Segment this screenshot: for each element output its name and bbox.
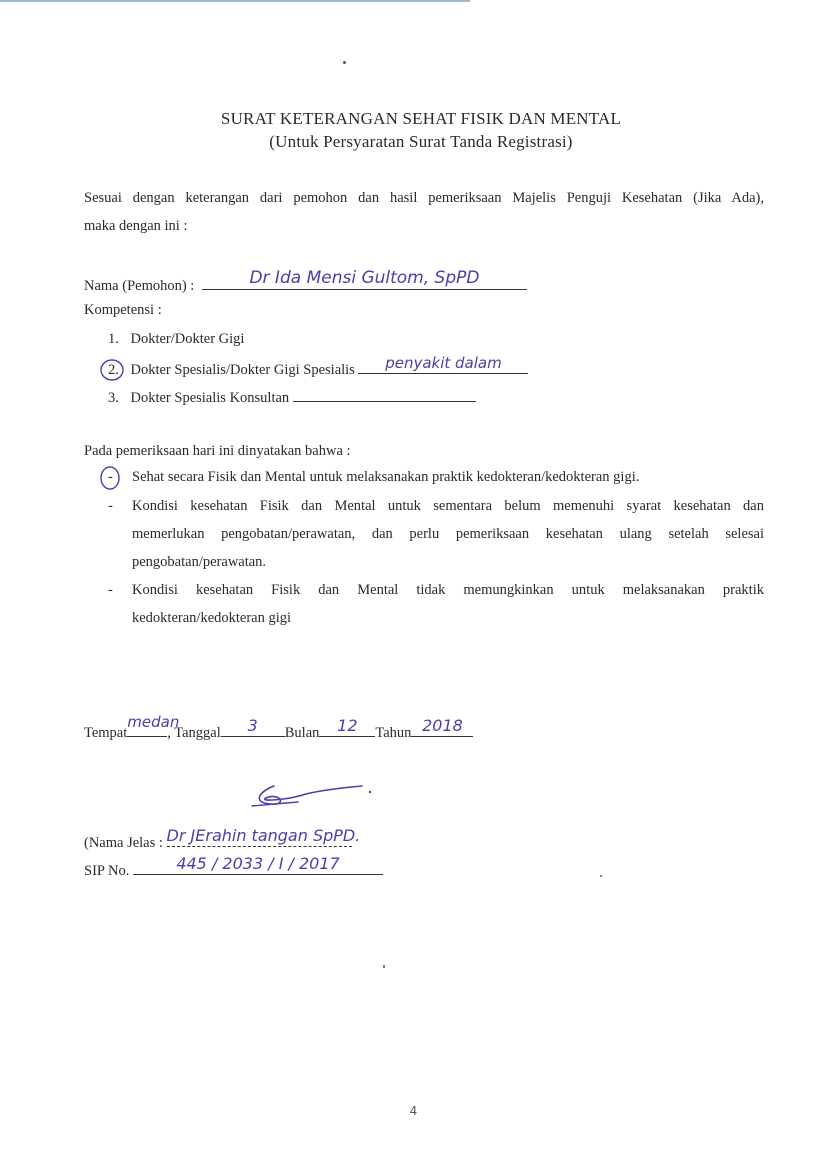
tanggal-row [84, 713, 473, 742]
page-number: 4 [409, 1104, 418, 1118]
pemeriksaan-item-3-line-2: kedokteran/kedokteran gigi [132, 610, 292, 626]
kompetensi-item-label: Dokter Spesialis/Dokter Gigi Spesialis [130, 362, 355, 378]
intro-line-1: Sesuai dengan keterangan dari pemohon dan hasil pemeriksaan Majelis Penguji Kesehatan (Jika Ada), [84, 190, 764, 206]
pemeriksaan-item-1: Sehat secara Fisik dan Mental untuk melaksanakan praktik kedokteran/kedokteran gigi. [132, 469, 640, 485]
bulan-label: Bulan [284, 725, 320, 741]
nama-jelas-handwritten: Dr JErahin tangan SpPD. [166, 826, 361, 845]
nama-blank [202, 268, 527, 290]
tanggal-handwritten: 3 [247, 716, 258, 735]
konsultan-blank [293, 387, 476, 402]
kompetensi-item-3 [108, 387, 476, 407]
kompetensi-item-number: 1. [108, 331, 119, 347]
circled-mark-icon [99, 464, 123, 492]
nama-label: Nama (Pemohon) : [84, 278, 195, 294]
tempat-blank [127, 713, 180, 737]
pemeriksaan-item-2-line-2: memerlukan pengobatan/perawatan, dan perlu pemeriksaan kesehatan ulang setelah selesai [132, 526, 764, 542]
tahun-blank [411, 716, 473, 737]
nama-jelas-blank [166, 826, 361, 847]
sip-blank [133, 854, 383, 875]
nama-jelas-row [84, 826, 361, 852]
spesialis-blank [358, 354, 528, 374]
document-title: SURAT KETERANGAN SEHAT FISIK DAN MENTAL [220, 109, 622, 128]
kompetensi-label: Kompetensi : [84, 302, 162, 318]
circled-mark-icon [99, 358, 127, 382]
tahun-label: Tahun [375, 725, 412, 741]
bulan-handwritten: 12 [337, 716, 358, 735]
pemeriksaan-item-3-line-1: Kondisi kesehatan Fisik dan Mental tidak memungkinkan untuk melaksanakan praktik [132, 582, 764, 598]
intro-line-2: maka dengan ini : [84, 218, 188, 234]
document-subtitle: (Untuk Persyaratan Surat Tanda Registrasi) [269, 132, 573, 151]
scan-speck [343, 61, 346, 64]
pemeriksaan-bullet [108, 469, 113, 486]
tanggal-label: , Tanggal [167, 725, 221, 741]
sip-label: SIP No. [84, 863, 130, 879]
tempat-label: Tempat [84, 725, 128, 741]
pemeriksaan-item-2-line-3: pengobatan/perawatan. [132, 554, 267, 570]
sip-row [84, 854, 383, 880]
tahun-handwritten: 2018 [422, 716, 463, 735]
tanggal-blank [221, 716, 285, 737]
pemeriksaan-item-2-line-1: Kondisi kesehatan Fisik dan Mental untuk sementara belum memenuhi syarat kesehatan dan [132, 498, 764, 514]
kompetensi-item-label: Dokter Spesialis Konsultan [130, 390, 290, 406]
kompetensi-item-number: 2. [108, 362, 123, 378]
pemeriksaan-bullet: - [108, 498, 113, 514]
nama-jelas-label: (Nama Jelas : [84, 835, 163, 851]
signature-icon [240, 780, 380, 820]
sip-handwritten: 445 / 2033 / I / 2017 [176, 854, 340, 873]
bulan-blank [319, 716, 375, 737]
scan-speck [383, 965, 385, 968]
pemeriksaan-bullet: - [108, 582, 113, 598]
tempat-handwritten: medan [127, 713, 180, 731]
kompetensi-item-number: 3. [108, 390, 119, 406]
kompetensi-item-2 [108, 354, 528, 379]
scan-speck [600, 875, 602, 877]
kompetensi-item-label: Dokter/Dokter Gigi [130, 331, 245, 347]
pemeriksaan-label: Pada pemeriksaan hari ini dinyatakan bahwa : [84, 443, 351, 459]
pemeriksaan-bullet-marker: - [108, 469, 113, 485]
spesialis-handwritten: penyakit dalam [385, 354, 502, 372]
scan-edge-line [0, 0, 470, 2]
nama-handwritten: Dr Ida Mensi Gultom, SpPD [249, 268, 480, 288]
nama-row [84, 268, 527, 295]
kompetensi-item-1 [108, 331, 244, 348]
